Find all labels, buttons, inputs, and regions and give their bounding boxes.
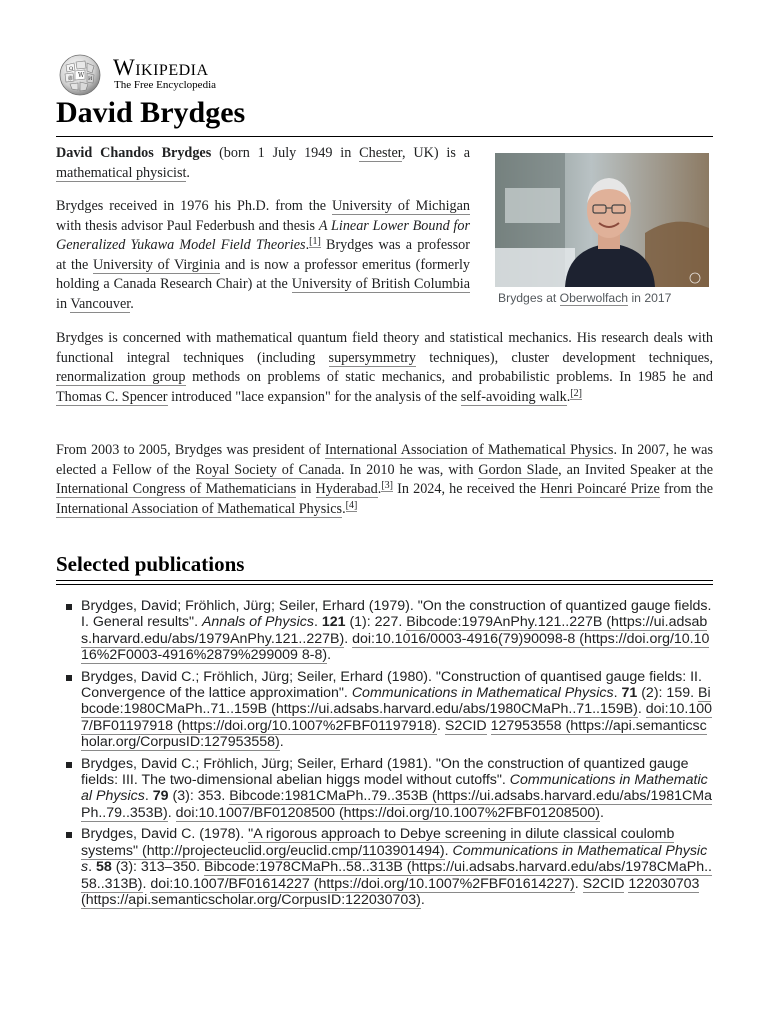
career-paragraph: Brydges received in 1976 his Ph.D. from the University of Michigan with thesis advisor Paul Federbush and thesis A Linear Lower Bound for Generalized Yukawa Model Field Theories.[1] Brydges was a professor at the University of Virginia and is now a professor emeritus (formerly holding a Canada Research Chair) at the University of British Columbia in Vancouver.: [56, 198, 470, 312]
link-university-of-virginia[interactable]: University of Virginia: [93, 256, 221, 273]
doi-link[interactable]: doi:10.1007/BF01208500 (https://doi.org/10.1007%2FBF01208500): [175, 804, 601, 821]
page-title: David Brydges: [56, 96, 246, 129]
svg-text:維: 維: [68, 76, 74, 82]
publications-list: [56, 598, 713, 913]
doi-link[interactable]: doi:10.1007/BF01197918 (https://doi.org/10.1007%2FBF01197918): [81, 701, 712, 734]
link-hyderabad[interactable]: Hyderabad: [315, 481, 378, 498]
title-divider: [56, 136, 713, 137]
link-iamp[interactable]: International Association of Mathematical Physics: [324, 442, 614, 458]
s2cid-link[interactable]: 122030703 (https://api.semanticscholar.org/CorpusID:122030703): [81, 875, 700, 908]
honors-paragraph: From 2003 to 2005, Brydges was president of International Association of Mathematical Physics. In 2007, he was elected a Fellow of the Royal Society of Canada. In 2010 he was, with Gordon Slade, an Invited Speaker at the International Congress of Mathematicians in Hyderabad.[3] In 2024, he received the Henri Poincaré Prize from the International Association of Mathematical Physics.[4]: [56, 442, 713, 517]
list-item: Brydges, David C.; Fröhlich, Jürg; Seiler, Erhard (1981). "On the construction of quantized gauge fields: III. The two-dimensional abelian higgs model without cutoffs". Communications in Mathematical Physics. 79 (3): 353. Bibcode:1981CMaPh..79..353B (https://ui.adsabs.harvard.edu/abs/1981CMaPh..79..353B). doi:10.1007/BF01208500 (https://doi.org/10.1007%2FBF01208500).: [56, 756, 713, 822]
subject-name: David Chandos Brydges: [56, 145, 212, 161]
section-divider: [56, 580, 713, 581]
figure-caption: Brydges at Oberwolfach in 2017: [498, 291, 672, 305]
portrait-photo[interactable]: [495, 153, 709, 287]
doi-link[interactable]: doi:10.1016/0003-4916(79)90098-8 (https://doi.org/10.1016%2F0003-4916%2879%299009 8-8): [81, 630, 710, 664]
section-heading-publications: Selected publications: [56, 552, 245, 576]
link-supersymmetry[interactable]: supersymmetry: [328, 349, 417, 366]
link-iamp-2[interactable]: International Association of Mathematical Physics: [56, 500, 343, 517]
link-ubc[interactable]: University of British Columbia: [291, 276, 470, 293]
bibcode-link[interactable]: Bibcode:1981CMaPh..79..353B (https://ui.adsabs.harvard.edu/abs/1981CMaPh..79..353B): [81, 788, 712, 821]
thesis-title: A Linear Lower Bound for Generalized Yukawa Model Field Theories: [56, 217, 470, 254]
s2cid-label-link[interactable]: S2CID: [444, 717, 487, 734]
svg-text:И: И: [88, 76, 93, 82]
journal-name: Communications in Mathematical Physics: [81, 772, 708, 805]
wikipedia-tagline: The Free Encyclopedia: [114, 79, 217, 91]
link-henri-poincare-prize[interactable]: Henri Poincaré Prize: [540, 481, 660, 498]
section-divider-2: [56, 584, 713, 585]
list-item: Brydges, David C. (1978). "A rigorous approach to Debye screening in dilute classical coulomb systems" (http://projecteuclid.org/euclid.cmp/1103901494). Communications in Mathematical Physics. 58 (3): 313–350. Bibcode:1978CMaPh..58..313B (https://ui.adsabs.harvard.edu/abs/1978CMaPh..58..313B). doi:10.1007/BF01614227 (https://doi.org/10.1007%2FBF01614227). S2CID 122030703 (https://api.semanticscholar.org/CorpusID:122030703).: [56, 826, 713, 908]
svg-text:W: W: [78, 72, 85, 79]
journal-name: Annals of Physics: [201, 614, 314, 631]
ref-2[interactable]: [2]: [570, 387, 582, 399]
link-gordon-slade[interactable]: Gordon Slade: [478, 461, 559, 478]
lead-paragraph: David Chandos Brydges (born 1 July 1949 in Chester, UK) is a mathematical physicist.: [56, 145, 470, 181]
link-mathematical-physicist[interactable]: mathematical physicist: [56, 164, 187, 181]
svg-text:Ω: Ω: [69, 66, 74, 72]
link-renormalization-group[interactable]: renormalization group: [56, 369, 186, 386]
research-paragraph: Brydges is concerned with mathematical quantum field theory and statistical mechanics. His research deals with functional integral techniques (including supersymmetry techniques), cluster development techniques, renormalization group methods on problems of static mechanics, and probabilistic problems. In 1985 he and Thomas C. Spencer introduced "lace expansion" for the analysis of the self-avoiding walk.[2]: [56, 330, 713, 405]
link-university-of-michigan[interactable]: University of Michigan: [332, 198, 470, 214]
link-royal-society-of-canada[interactable]: Royal Society of Canada: [195, 461, 342, 478]
bibcode-link[interactable]: Bibcode:1980CMaPh..71..159B (https://ui.adsabs.harvard.edu/abs/1980CMaPh..71..159B): [81, 685, 711, 718]
list-item: Brydges, David C.; Fröhlich, Jürg; Seiler, Erhard (1980). "Construction of quantised gauge fields: II. Convergence of the lattice approximation". Communications in Mathematical Physics. 71 (2): 159. Bibcode:1980CMaPh..71..159B (https://ui.adsabs.harvard.edu/abs/1980CMaPh..71..159B). doi:10.1007/BF01197918 (https://doi.org/10.1007%2FBF01197918). S2CID 127953558 (https://api.semanticscholar.org/CorpusID:127953558).: [56, 669, 713, 751]
bibcode-link[interactable]: Bibcode:1978CMaPh..58..313B (https://ui.adsabs.harvard.edu/abs/1978CMaPh..58..313B): [81, 859, 712, 892]
doi-link[interactable]: doi:10.1007/BF01614227 (https://doi.org/10.1007%2FBF01614227): [150, 875, 575, 892]
s2cid-label-link[interactable]: S2CID: [582, 875, 625, 892]
ref-4[interactable]: [4]: [345, 499, 358, 511]
infobox-figure: [495, 153, 710, 305]
ref-3[interactable]: [3]: [381, 480, 393, 492]
list-item: Brydges, David; Fröhlich, Jürg; Seiler, Erhard (1979). "On the construction of quantized gauge fields. I. General results". Annals of Physics. 121 (1): 227. Bibcode:1979AnPhy.121..227B (https://ui.adsabs.harvard.edu/abs/1979AnPhy.121..227B). doi:10.1016/0003-4916(79)90098-8 (https://doi.org/10.1016%2F0003-4916%2879%299009 8-8).: [56, 598, 713, 664]
journal-name: Communications in Mathematical Physics: [351, 685, 614, 702]
link-chester[interactable]: Chester: [359, 145, 402, 161]
bibcode-link[interactable]: Bibcode:1979AnPhy.121..227B (https://ui.adsabs.harvard.edu/abs/1979AnPhy.121..227B): [81, 614, 708, 647]
s2cid-link[interactable]: 127953558 (https://api.semanticscholar.org/CorpusID:127953558): [81, 717, 707, 751]
link-oberwolfach[interactable]: Oberwolfach: [559, 291, 629, 305]
ref-1[interactable]: [1]: [309, 236, 321, 248]
link-vancouver[interactable]: Vancouver: [70, 295, 131, 312]
link-icm[interactable]: International Congress of Mathematicians: [56, 481, 297, 498]
link-self-avoiding-walk[interactable]: self-avoiding walk: [460, 388, 567, 405]
journal-name: Communications in Mathematical Physics: [81, 842, 708, 876]
link-thomas-c-spencer[interactable]: Thomas C. Spencer: [56, 388, 168, 405]
article-title-link[interactable]: "A rigorous approach to Debye screening in dilute classical coulomb systems" (http://projecteuclid.org/euclid.cmp/1103901494): [81, 826, 675, 859]
wikipedia-wordmark[interactable]: Wikipedia: [113, 55, 209, 80]
wikipedia-globe-logo[interactable]: [56, 53, 104, 97]
